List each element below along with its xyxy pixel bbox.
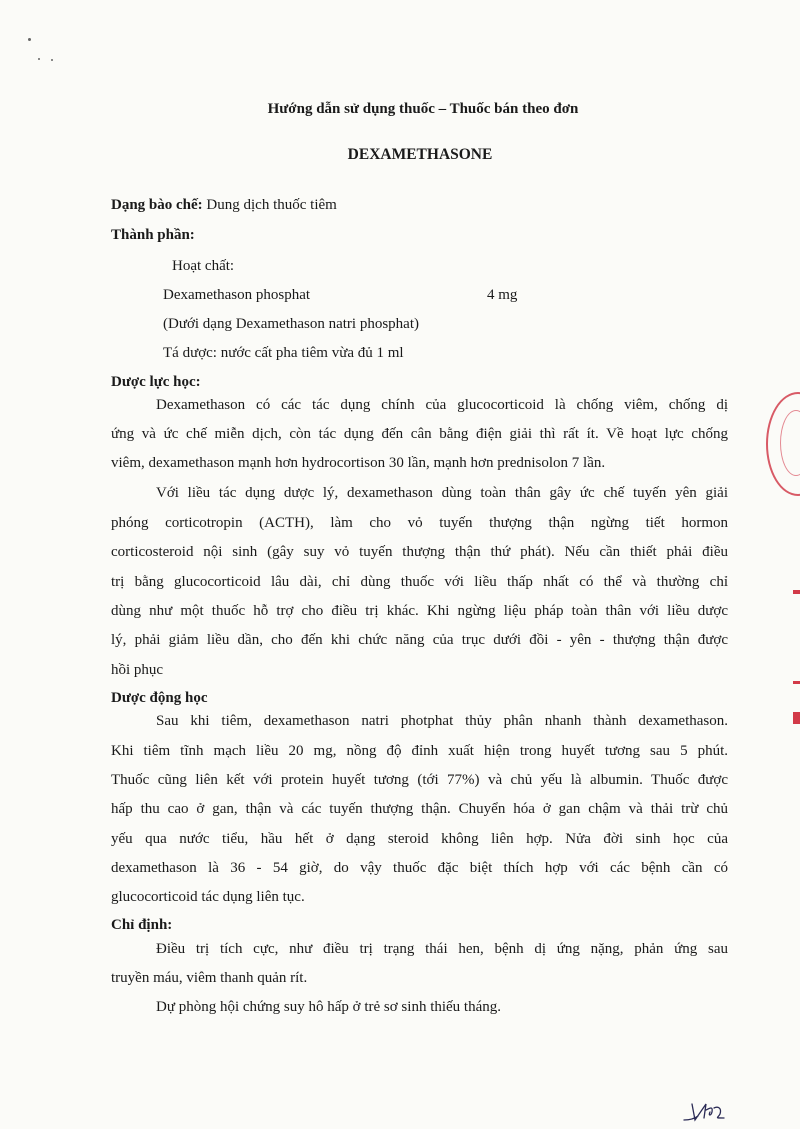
drug-name: DEXAMETHASONE bbox=[347, 146, 493, 163]
paragraph-line: truyền máu, viêm thanh quản rít. bbox=[111, 970, 308, 986]
paragraph-line: hồi phục bbox=[111, 662, 164, 678]
paragraph-line: Thuốc cũng liên kết với protein huyết tương (tới 77%) và chủ yếu là albumin. Thuốc được bbox=[111, 772, 728, 788]
paragraph-line: phóng corticotropin (ACTH), làm cho vỏ tuyến thượng thận ngừng tiết hormon bbox=[111, 515, 728, 531]
paragraph-line: Sau khi tiêm, dexamethason natri photphat thủy phân nhanh thành dexamethason. bbox=[156, 713, 728, 729]
pharmacodynamics-heading: Dược lực học: bbox=[111, 374, 201, 390]
document-title: Hướng dẫn sử dụng thuốc – Thuốc bán theo đơn bbox=[267, 101, 579, 117]
pharmacokinetics-heading: Dược động học bbox=[111, 690, 208, 706]
active-ingredient-amount: 4 mg bbox=[487, 287, 518, 303]
paragraph-line: lý, phải giảm liều dần, cho đến khi chức năng của trục dưới đồi - yên - thượng thận được bbox=[111, 632, 728, 648]
composition-heading: Thành phần: bbox=[111, 227, 195, 243]
active-ingredient-label: Hoạt chất: bbox=[172, 258, 235, 274]
paragraph-line: Với liều tác dụng dược lý, dexamethason dùng toàn thân gây ức chế tuyến yên giải bbox=[156, 485, 728, 501]
paragraph-line: dexamethason là 36 - 54 giờ, do vậy thuốc đặc biệt thích hợp với các bệnh cần có bbox=[111, 860, 728, 876]
paragraph-line: hấp thu cao ở gan, thận và các tuyến thượng thận. Chuyển hóa ở gan chậm và thải trừ chủ bbox=[111, 801, 728, 817]
paragraph-line: ứng và ức chế miễn dịch, còn tác dụng đến cân bằng điện giải thì rất ít. Về hoạt lực chống bbox=[111, 426, 728, 442]
indications-heading: Chỉ định: bbox=[111, 917, 173, 933]
dosage-form-line bbox=[111, 196, 337, 214]
scan-speck bbox=[51, 59, 53, 61]
active-ingredient-name: Dexamethason phosphat bbox=[163, 287, 311, 303]
scan-speck bbox=[38, 58, 40, 60]
dosage-form-label: Dạng bào chế: bbox=[111, 197, 203, 213]
dosage-form-value: Dung dịch thuốc tiêm bbox=[202, 197, 337, 213]
paragraph-line: yếu qua nước tiểu, hầu hết ở dạng steroid không liên hợp. Nửa đời sinh học của bbox=[111, 831, 728, 847]
active-ingredient-note: (Dưới dạng Dexamethason natri phosphat) bbox=[163, 316, 419, 332]
paragraph-line: Dự phòng hội chứng suy hô hấp ở trẻ sơ sinh thiếu tháng. bbox=[156, 999, 502, 1015]
paragraph-line: Điều trị tích cực, như điều trị trạng thái hen, bệnh dị ứng nặng, phản ứng sau bbox=[156, 941, 728, 957]
paragraph-line: dùng như một thuốc hỗ trợ cho điều trị khác. Khi ngừng liệu pháp toàn thân với liều dược bbox=[111, 603, 728, 619]
paragraph-line: Khi tiêm tĩnh mạch liều 20 mg, nồng độ đỉnh xuất hiện trong huyết tương sau 5 phút. bbox=[111, 743, 728, 759]
paragraph-line: viêm, dexamethason mạnh hơn hydrocortison 30 lần, mạnh hơn prednisolon 7 lần. bbox=[111, 455, 606, 471]
margin-mark bbox=[793, 590, 800, 594]
margin-mark bbox=[793, 712, 800, 724]
excipient-line: Tá dược: nước cất pha tiêm vừa đủ 1 ml bbox=[163, 345, 404, 361]
margin-mark bbox=[793, 681, 800, 684]
handwritten-initials bbox=[680, 1100, 750, 1126]
paragraph-line: corticosteroid nội sinh (gây suy vỏ tuyến thượng thận thứ phát). Nếu cần thiết phải điều bbox=[111, 544, 728, 560]
scan-speck bbox=[28, 38, 31, 41]
paragraph-line: Dexamethason có các tác dụng chính của glucocorticoid là chống viêm, chống dị bbox=[156, 397, 728, 413]
paragraph-line: glucocorticoid tác dụng liên tục. bbox=[111, 889, 305, 905]
paragraph-line: trị bằng glucocorticoid lâu dài, chỉ dùng thuốc với liều thấp nhất có thể và thường chỉ bbox=[111, 574, 728, 590]
